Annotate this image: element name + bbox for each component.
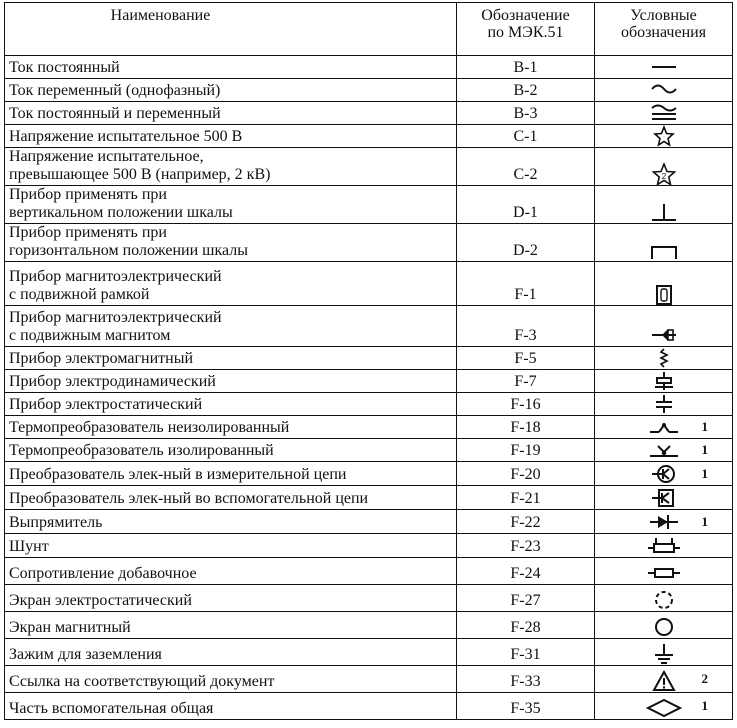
row-symbol bbox=[595, 393, 733, 416]
row-code-text: C-1 bbox=[513, 128, 538, 145]
table-row bbox=[5, 148, 733, 186]
row-code-text: F-22 bbox=[510, 514, 541, 531]
table-row bbox=[5, 186, 733, 224]
table-row bbox=[5, 510, 733, 534]
footnote-number: 1 bbox=[701, 513, 708, 529]
row-code-text: B-3 bbox=[513, 105, 538, 122]
row-code-text: F-21 bbox=[510, 490, 541, 507]
row-symbol bbox=[595, 585, 733, 612]
row-code-text: C-2 bbox=[513, 166, 538, 183]
moving-coil-icon bbox=[595, 283, 732, 305]
ground-icon bbox=[595, 643, 732, 665]
row-symbol bbox=[595, 534, 733, 558]
star-icon bbox=[595, 125, 732, 147]
row-code bbox=[457, 416, 595, 439]
table-row bbox=[5, 125, 733, 148]
row-code bbox=[457, 462, 595, 486]
row-name bbox=[5, 486, 457, 510]
row-symbol bbox=[595, 439, 733, 462]
row-symbol bbox=[595, 125, 733, 148]
row-symbol bbox=[595, 693, 733, 720]
header-code: Обозначение по МЭК.51 bbox=[457, 3, 595, 56]
row-name bbox=[5, 306, 457, 347]
row-symbol bbox=[595, 79, 733, 102]
row-code-text: F-16 bbox=[510, 396, 541, 413]
row-symbol bbox=[595, 666, 733, 693]
star-2-icon bbox=[595, 163, 732, 185]
row-symbol bbox=[595, 612, 733, 639]
table-row bbox=[5, 534, 733, 558]
table-row bbox=[5, 79, 733, 102]
row-code-text: F-27 bbox=[510, 592, 541, 609]
ac-wave-icon bbox=[595, 79, 732, 101]
row-code bbox=[457, 148, 595, 186]
thermocouple-icon bbox=[595, 416, 732, 438]
row-name-text: Сопротивление добавочное bbox=[9, 565, 197, 582]
row-name bbox=[5, 347, 457, 370]
row-code-text: F-23 bbox=[510, 538, 541, 555]
row-name bbox=[5, 585, 457, 612]
row-name bbox=[5, 102, 457, 125]
row-code bbox=[457, 347, 595, 370]
row-name bbox=[5, 148, 457, 186]
row-name-text: Выпрямитель bbox=[9, 514, 103, 531]
row-name-text: Прибор электростатический bbox=[9, 396, 203, 413]
electromagnetic-icon bbox=[595, 347, 732, 369]
table-row bbox=[5, 347, 733, 370]
row-name bbox=[5, 693, 457, 720]
row-name bbox=[5, 370, 457, 393]
vertical-scale-icon bbox=[595, 201, 732, 223]
row-code-text: F-1 bbox=[514, 286, 537, 303]
row-name bbox=[5, 558, 457, 585]
row-code bbox=[457, 510, 595, 534]
row-name-text: Ток постоянный и переменный bbox=[9, 105, 221, 122]
converter-auxiliary-icon bbox=[595, 487, 732, 509]
row-name-text: Прибор магнитоэлектрический с подвижным магнитом bbox=[9, 309, 222, 344]
row-name-text: Прибор электромагнитный bbox=[9, 350, 194, 367]
symbols-table bbox=[4, 2, 733, 720]
row-name-text: Напряжение испытательное, превышающее 500 В (например, 2 кВ) bbox=[9, 148, 271, 183]
row-symbol bbox=[595, 186, 733, 224]
row-code-text: B-1 bbox=[513, 59, 538, 76]
row-name-text: Преобразователь элек-ный во вспомогательной цепи bbox=[9, 490, 369, 507]
footnote-number: 1 bbox=[701, 419, 708, 434]
row-symbol bbox=[595, 102, 733, 125]
row-code-text: F-35 bbox=[510, 700, 541, 717]
row-name bbox=[5, 79, 457, 102]
row-code-text: B-2 bbox=[513, 82, 538, 99]
row-code-text: D-1 bbox=[513, 204, 538, 221]
row-symbol bbox=[595, 370, 733, 393]
row-symbol bbox=[595, 56, 733, 79]
dc-line-icon bbox=[595, 56, 732, 78]
row-code-text: F-7 bbox=[514, 373, 537, 390]
electrostatic-icon bbox=[595, 393, 732, 415]
table-row bbox=[5, 439, 733, 462]
row-name-text: Ток постоянный bbox=[9, 59, 120, 76]
row-symbol bbox=[595, 416, 733, 439]
moving-magnet-icon bbox=[595, 324, 732, 346]
symbols-table-sheet bbox=[4, 2, 732, 725]
table-row bbox=[5, 693, 733, 720]
row-code-text: F-24 bbox=[510, 565, 541, 582]
row-name-text: Прибор электродинамический bbox=[9, 373, 216, 390]
row-code-text: D-2 bbox=[513, 242, 538, 259]
row-name-text: Зажим для заземления bbox=[9, 646, 162, 663]
table-row bbox=[5, 224, 733, 262]
row-code bbox=[457, 262, 595, 306]
row-name bbox=[5, 186, 457, 224]
rectifier-icon bbox=[595, 511, 732, 533]
row-name bbox=[5, 510, 457, 534]
row-name bbox=[5, 439, 457, 462]
row-name bbox=[5, 262, 457, 306]
row-code bbox=[457, 486, 595, 510]
row-symbol bbox=[595, 462, 733, 486]
row-code-text: F-5 bbox=[514, 350, 537, 367]
row-code bbox=[457, 439, 595, 462]
table-row bbox=[5, 306, 733, 347]
svg-text:2: 2 bbox=[661, 172, 666, 181]
footnote-number: 1 bbox=[701, 465, 708, 481]
header-symbol: Условные обозначения bbox=[595, 3, 733, 56]
table-row bbox=[5, 102, 733, 125]
row-name bbox=[5, 534, 457, 558]
row-code bbox=[457, 125, 595, 148]
header-name: Наименование bbox=[5, 3, 457, 56]
row-code bbox=[457, 534, 595, 558]
row-code bbox=[457, 693, 595, 720]
row-name bbox=[5, 666, 457, 693]
table-row bbox=[5, 393, 733, 416]
row-code bbox=[457, 639, 595, 666]
table-row bbox=[5, 558, 733, 585]
row-code bbox=[457, 612, 595, 639]
row-symbol bbox=[595, 224, 733, 262]
table-row bbox=[5, 56, 733, 79]
circle-icon bbox=[595, 616, 732, 638]
table-row bbox=[5, 416, 733, 439]
thermocouple-insulated-icon bbox=[595, 439, 732, 461]
row-name-text: Термопреобразователь неизолированный bbox=[9, 419, 290, 436]
shunt-icon bbox=[595, 535, 732, 557]
row-symbol bbox=[595, 486, 733, 510]
row-name-text: Прибор применять при вертикальном положении шкалы bbox=[9, 186, 233, 221]
ac-dc-icon bbox=[595, 102, 732, 124]
footnote-number: 2 bbox=[701, 671, 708, 686]
row-code-text: F-20 bbox=[510, 466, 541, 483]
row-code bbox=[457, 306, 595, 347]
row-symbol bbox=[595, 306, 733, 347]
row-code bbox=[457, 558, 595, 585]
row-name bbox=[5, 416, 457, 439]
row-code bbox=[457, 79, 595, 102]
row-code-text: F-19 bbox=[510, 442, 541, 459]
footnote-number: 1 bbox=[701, 698, 708, 713]
row-name-text: Термопреобразователь изолированный bbox=[9, 442, 274, 459]
converter-measuring-icon bbox=[595, 463, 732, 485]
electrodynamic-icon bbox=[595, 370, 732, 392]
row-name-text: Ссылка на соответствующий документ bbox=[9, 673, 275, 690]
table-row bbox=[5, 262, 733, 306]
row-name bbox=[5, 462, 457, 486]
row-name-text: Экран электростатический bbox=[9, 592, 192, 609]
row-symbol bbox=[595, 558, 733, 585]
row-code-text: F-18 bbox=[510, 419, 541, 436]
row-code bbox=[457, 370, 595, 393]
table-row bbox=[5, 585, 733, 612]
footnote-number: 1 bbox=[701, 442, 708, 457]
row-code bbox=[457, 186, 595, 224]
row-name bbox=[5, 224, 457, 262]
row-code bbox=[457, 102, 595, 125]
header-row bbox=[5, 3, 733, 56]
table-row bbox=[5, 639, 733, 666]
table-row bbox=[5, 486, 733, 510]
table-row bbox=[5, 666, 733, 693]
row-code-text: F-33 bbox=[510, 673, 541, 690]
row-name bbox=[5, 639, 457, 666]
row-name-text: Напряжение испытательное 500 В bbox=[9, 128, 243, 145]
row-code-text: F-3 bbox=[514, 327, 537, 344]
table-row bbox=[5, 612, 733, 639]
row-symbol bbox=[595, 347, 733, 370]
row-code-text: F-31 bbox=[510, 646, 541, 663]
row-name bbox=[5, 125, 457, 148]
row-symbol bbox=[595, 148, 733, 186]
row-symbol bbox=[595, 262, 733, 306]
row-name-text: Экран магнитный bbox=[9, 619, 131, 636]
row-code bbox=[457, 666, 595, 693]
row-name-text: Часть вспомогательная общая bbox=[9, 700, 214, 717]
row-symbol bbox=[595, 510, 733, 534]
warning-triangle-icon bbox=[595, 670, 732, 692]
row-name-text: Прибор магнитоэлектрический с подвижной рамкой bbox=[9, 268, 222, 303]
row-code bbox=[457, 393, 595, 416]
row-name-text: Шунт bbox=[9, 538, 49, 555]
row-name bbox=[5, 56, 457, 79]
row-code bbox=[457, 585, 595, 612]
row-symbol bbox=[595, 639, 733, 666]
row-name bbox=[5, 393, 457, 416]
table-row bbox=[5, 462, 733, 486]
row-name bbox=[5, 612, 457, 639]
row-name-text: Прибор применять при горизонтальном положении шкалы bbox=[9, 224, 249, 259]
row-code-text: F-28 bbox=[510, 619, 541, 636]
dashed-circle-icon bbox=[595, 589, 732, 611]
diamond-icon bbox=[595, 697, 732, 719]
row-code bbox=[457, 224, 595, 262]
horizontal-scale-icon bbox=[595, 239, 732, 261]
row-name-text: Ток переменный (однофазный) bbox=[9, 82, 221, 99]
row-name-text: Преобразователь элек-ный в измерительной цепи bbox=[9, 466, 347, 483]
table-row bbox=[5, 370, 733, 393]
resistor-icon bbox=[595, 562, 732, 584]
row-code bbox=[457, 56, 595, 79]
